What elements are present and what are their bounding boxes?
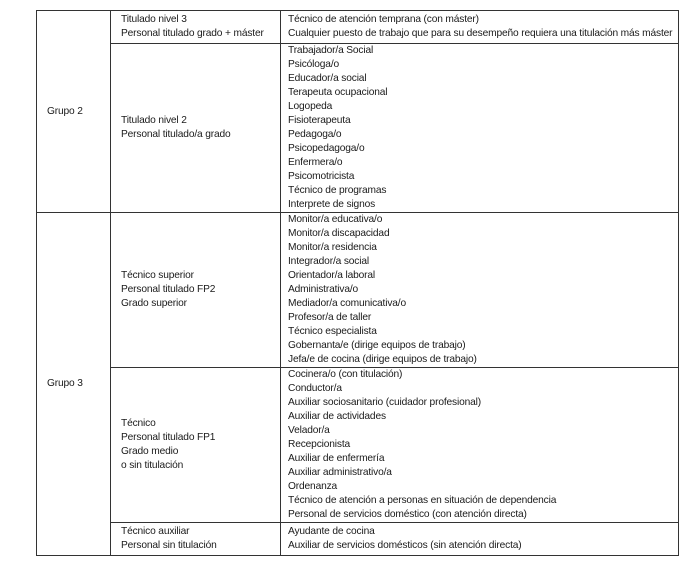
level-title-line: Titulado nivel 2 bbox=[121, 115, 187, 126]
level-title-line: Grado superior bbox=[121, 298, 187, 309]
position-item: Integrador/a social bbox=[288, 256, 369, 267]
position-item: Personal de servicios doméstico (con atención directa) bbox=[288, 509, 527, 520]
level-title-line: Personal sin titulación bbox=[121, 540, 217, 551]
level-cell bbox=[111, 11, 281, 44]
position-item: Monitor/a residencia bbox=[288, 242, 377, 253]
position-item: Auxiliar administrativo/a bbox=[288, 467, 392, 478]
table-row bbox=[37, 368, 679, 523]
level-cell bbox=[111, 213, 281, 368]
position-item: Mediador/a comunicativa/o bbox=[288, 298, 406, 309]
level-title-line: Personal titulado FP1 bbox=[121, 432, 216, 443]
position-item: Trabajador/a Social bbox=[288, 45, 374, 56]
position-item: Velador/a bbox=[288, 425, 330, 436]
position-item: Interprete de signos bbox=[288, 199, 376, 210]
positions-cell bbox=[281, 213, 679, 368]
group-cell bbox=[37, 11, 111, 213]
position-item: Ordenanza bbox=[288, 481, 338, 492]
position-item: Jefa/e de cocina (dirige equipos de trabajo) bbox=[288, 354, 477, 365]
positions-cell bbox=[281, 11, 679, 44]
position-item: Profesor/a de taller bbox=[288, 312, 372, 323]
level-title-line: Titulado nivel 3 bbox=[121, 14, 187, 25]
position-item: Conductor/a bbox=[288, 383, 342, 394]
position-item: Educador/a social bbox=[288, 73, 367, 84]
position-item: Administrativa/o bbox=[288, 284, 359, 295]
position-item: Auxiliar de enfermería bbox=[288, 453, 385, 464]
group-cell bbox=[37, 213, 111, 556]
level-title-line: Técnico auxiliar bbox=[121, 526, 190, 537]
position-item: Fisioterapeuta bbox=[288, 115, 351, 126]
level-title-line: o sin titulación bbox=[121, 460, 184, 471]
table-row bbox=[37, 11, 679, 44]
position-item: Técnico de atención a personas en situación de dependencia bbox=[288, 495, 557, 506]
positions-cell bbox=[281, 368, 679, 523]
level-cell bbox=[111, 523, 281, 556]
position-item: Técnico de atención temprana (con máster) bbox=[288, 14, 479, 25]
table-row bbox=[37, 44, 679, 213]
table-row bbox=[37, 523, 679, 556]
group-name: Grupo 2 bbox=[47, 105, 83, 117]
job-classification-table bbox=[36, 10, 679, 556]
table-row bbox=[37, 213, 679, 368]
position-item: Psicopedagoga/o bbox=[288, 143, 365, 154]
position-item: Cualquier puesto de trabajo que para su desempeño requiera una titulación más máster bbox=[288, 28, 673, 39]
positions-cell bbox=[281, 44, 679, 213]
level-title-line: Personal titulado grado + máster bbox=[121, 28, 264, 39]
position-item: Auxiliar sociosanitario (cuidador profesional) bbox=[288, 397, 481, 408]
level-title-line: Grado medio bbox=[121, 446, 179, 457]
position-item: Ayudante de cocina bbox=[288, 526, 375, 537]
position-item: Pedagoga/o bbox=[288, 129, 342, 140]
position-item: Orientador/a laboral bbox=[288, 270, 376, 281]
position-item: Recepcionista bbox=[288, 439, 351, 450]
position-item: Psicomotricista bbox=[288, 171, 355, 182]
position-item: Auxiliar de servicios domésticos (sin atención directa) bbox=[288, 540, 522, 551]
level-cell bbox=[111, 368, 281, 523]
level-cell bbox=[111, 44, 281, 213]
positions-cell bbox=[281, 523, 679, 556]
group-name: Grupo 3 bbox=[47, 378, 83, 389]
position-item: Auxiliar de actividades bbox=[288, 411, 386, 422]
position-item: Psicóloga/o bbox=[288, 59, 340, 70]
position-item: Monitor/a discapacidad bbox=[288, 228, 390, 239]
position-item: Logopeda bbox=[288, 101, 333, 112]
position-item: Enfermera/o bbox=[288, 157, 343, 168]
position-item: Terapeuta ocupacional bbox=[288, 87, 388, 98]
level-title-line: Personal titulado/a grado bbox=[121, 129, 231, 140]
level-title-line: Personal titulado FP2 bbox=[121, 284, 216, 295]
level-title-line: Técnico superior bbox=[121, 270, 194, 281]
position-item: Técnico especialista bbox=[288, 326, 377, 337]
position-item: Técnico de programas bbox=[288, 185, 387, 196]
position-item: Cocinera/o (con titulación) bbox=[288, 369, 403, 380]
position-item: Gobernanta/e (dirige equipos de trabajo) bbox=[288, 340, 466, 351]
level-title-line: Técnico bbox=[121, 418, 156, 429]
position-item: Monitor/a educativa/o bbox=[288, 214, 383, 225]
